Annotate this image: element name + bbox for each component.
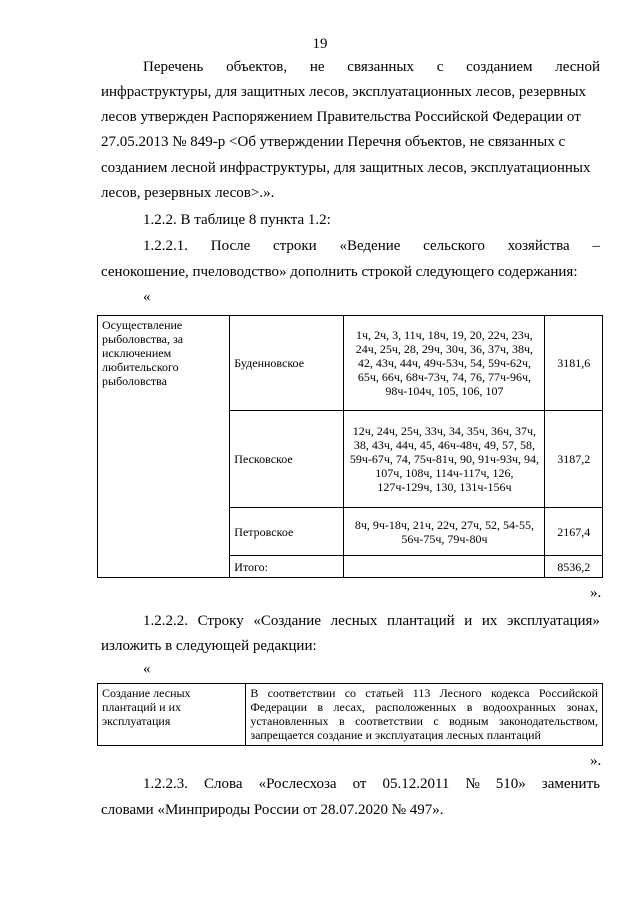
word: Строку: [197, 613, 244, 629]
word: не: [309, 59, 325, 75]
word: Слова: [204, 776, 243, 792]
table-row: [98, 684, 603, 746]
word: 1.2.2.2.: [143, 613, 188, 629]
word: «Ведение: [339, 238, 401, 254]
para1-line5: созданием лесной инфраструктуры, для защитных лесов, эксплуатационных: [101, 160, 591, 176]
forestry-table: [97, 315, 603, 578]
word: с: [436, 59, 444, 75]
word: плантаций: [386, 613, 455, 629]
activity-cell: Создание лесных плантаций и их эксплуатация: [98, 684, 246, 746]
item-1-2-2-1-line1: [143, 236, 600, 256]
close-quote-2: ».: [590, 753, 602, 769]
word: хозяйства: [507, 238, 570, 254]
word: их: [481, 613, 498, 629]
rule-text-cell: В соответствии со статьей 113 Лесного кодекса Российской Федерации в лесах, расположенных в водоохранных зонах, установленных в соответствии с водным законодательством, запрещается создание и эксплуатация лесных плантаций: [246, 684, 603, 746]
table-row: [98, 316, 603, 411]
total-empty-cell: [344, 556, 545, 578]
word: от: [352, 776, 367, 792]
total-label: Итого:: [230, 556, 344, 578]
word: и: [464, 613, 473, 629]
area-cell: 2167,4: [545, 508, 603, 556]
word: сельского: [423, 238, 485, 254]
word: №: [465, 776, 480, 792]
quarters-cell: 1ч, 2ч, 3, 11ч, 18ч, 19, 20, 22ч, 23ч, 24ч, 25ч, 28, 29ч, 30ч, 36, 37ч, 38ч, 42, 43ч, 44ч, 49ч-53ч, 54, 59ч-62ч, 65ч, 66ч, 68ч-73ч, 74, 76, 77ч-96ч, 98ч-104ч, 105, 106, 107: [344, 316, 545, 411]
word: связанных: [347, 59, 414, 75]
word: 1.2.2.3.: [143, 776, 188, 792]
activity-cell: Осуществление рыболовства, за исключением любительского рыболовства: [98, 316, 230, 578]
area-cell: 3187,2: [545, 411, 603, 508]
item-1-2-2-2-line1: [143, 611, 600, 631]
word: лесных: [330, 613, 378, 629]
word: После: [210, 238, 251, 254]
word: эксплуатация»: [506, 613, 600, 629]
word: 05.12.2011: [382, 776, 450, 792]
page-number: 19: [312, 36, 328, 52]
word: объектов,: [226, 59, 288, 75]
word: лесной: [555, 59, 600, 75]
para1-line3: лесов утвержден Распоряжением Правительства Российской Федерации от: [101, 109, 581, 125]
quarters-cell: 12ч, 24ч, 25ч, 33ч, 34, 35ч, 36ч, 37ч, 38, 43ч, 44ч, 45, 46ч-48ч, 49, 57, 58, 59ч-67ч, 74, 75ч-81ч, 90, 91ч-93ч, 94, 107ч, 108ч, 114ч-117ч, 126, 127ч-129ч, 130, 131ч-156ч: [344, 411, 545, 508]
para1-line2: инфраструктуры, для защитных лесов, эксплуатационных лесов, резервных: [101, 84, 587, 100]
total-area: 8536,2: [545, 556, 603, 578]
area-cell: 3181,6: [545, 316, 603, 411]
quarters-cell: 8ч, 9ч-18ч, 21ч, 22ч, 27ч, 52, 54-55, 56ч-75ч, 79ч-80ч: [344, 508, 545, 556]
para1-line4: 27.05.2013 № 849-р <Об утверждении Перечня объектов, не связанных с: [101, 134, 566, 150]
word: 510»: [495, 776, 526, 792]
para1-line1: [143, 57, 600, 77]
close-quote: ».: [590, 585, 602, 601]
word: Перечень: [143, 59, 204, 75]
item-1-2-2: 1.2.2. В таблице 8 пункта 1.2:: [143, 212, 331, 228]
open-quote-2: «: [143, 661, 151, 677]
item-1-2-2-3-line1: [143, 774, 600, 794]
item-1-2-2-1-line2: сенокошение, пчеловодство» дополнить строкой следующего содержания:: [101, 264, 578, 280]
item-1-2-2-2-line2: изложить в следующей редакции:: [101, 638, 317, 654]
word: созданием: [466, 59, 533, 75]
forestry-cell: Песковское: [230, 411, 344, 508]
word: заменить: [541, 776, 600, 792]
forestry-cell: Буденновское: [230, 316, 344, 411]
para1-line6: лесов, резервных лесов>.».: [101, 185, 275, 201]
item-1-2-2-3-line2: словами «Минприроды России от 28.07.2020 № 497».: [101, 802, 444, 818]
open-quote: «: [143, 289, 151, 305]
forestry-cell: Петровское: [230, 508, 344, 556]
word: –: [592, 238, 600, 254]
word: 1.2.2.1.: [143, 238, 188, 254]
plantation-table: [97, 683, 603, 746]
word: «Создание: [253, 613, 321, 629]
word: «Рослесхоза: [258, 776, 337, 792]
word: строки: [272, 238, 317, 254]
